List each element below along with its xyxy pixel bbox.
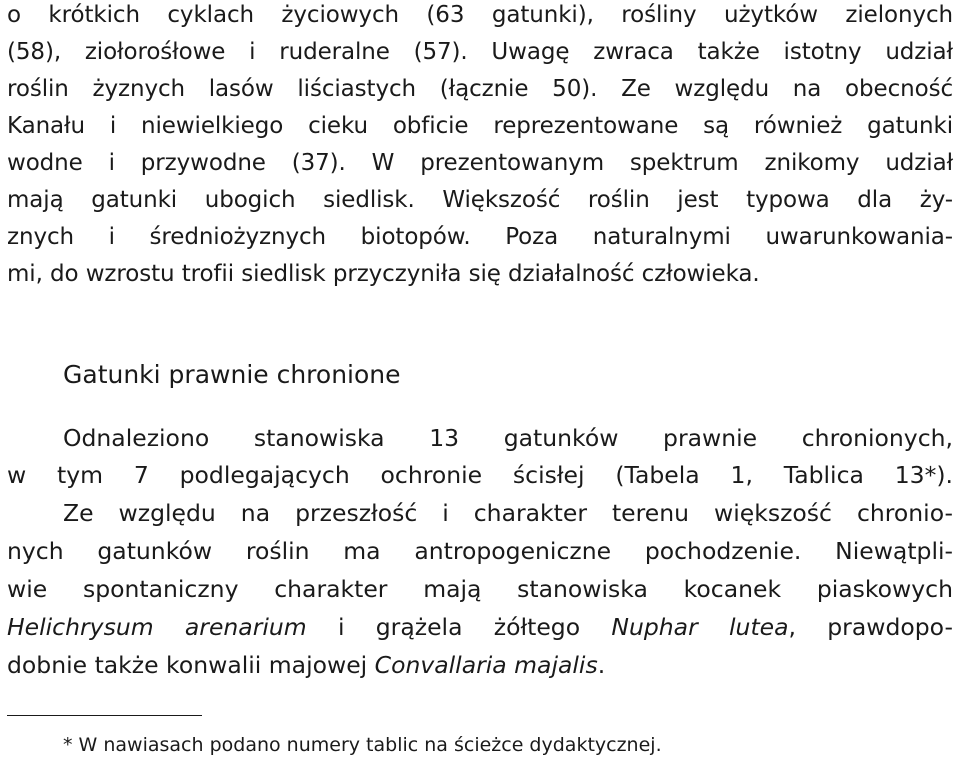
section-line-7-start: dobnie także konwalii majowej xyxy=(7,651,375,679)
section-line-1: Odnaleziono stanowiska 13 gatunków prawnie chronionych, xyxy=(63,424,953,452)
section-line-7-end: . xyxy=(597,651,606,679)
paragraph-1-line-5: wodne i przywodne (37). W prezentowanym spektrum znikomy udział xyxy=(7,150,953,176)
paragraph-1-line-3: roślin żyznych lasów liściastych (łącznie 50). Ze względu na obecność xyxy=(7,76,953,102)
section-line-6-end: , prawdopo- xyxy=(788,613,953,641)
paragraph-1-line-2: (58), ziołorośłowe i ruderalne (57). Uwagę zwraca także istotny udział xyxy=(7,39,953,65)
section-line-2: w tym 7 podlegających ochronie ścisłej (Tabela 1, Tablica 13*). xyxy=(7,461,953,489)
species-name: Helichrysum arenarium xyxy=(7,613,307,641)
section-line-6-middle: i grążela żółtego xyxy=(306,613,612,641)
section-line-5: wie spontaniczny charakter mają stanowiska kocanek piaskowych xyxy=(7,575,953,603)
section-line-3: Ze względu na przeszłość i charakter terenu większość chronio- xyxy=(63,499,953,527)
section-line-4: nych gatunków roślin ma antropogeniczne pochodzenie. Niewątpli- xyxy=(7,537,953,565)
paragraph-1-line-1: o krótkich cyklach życiowych (63 gatunki), rośliny użytków zielonych xyxy=(7,2,953,28)
paragraph-1-line-4: Kanału i niewielkiego cieku obficie reprezentowane są również gatunki xyxy=(7,113,953,139)
paragraph-1-line-7: znych i średniożyznych biotopów. Poza naturalnymi uwarunkowania- xyxy=(7,224,953,250)
section-heading: Gatunki prawnie chronione xyxy=(63,360,401,389)
paragraph-1-line-6: mają gatunki ubogich siedlisk. Większość roślin jest typowa dla ży- xyxy=(7,187,953,213)
species-name: Nuphar lutea xyxy=(611,613,789,641)
species-name: Convallaria majalis xyxy=(374,651,598,679)
paragraph-1-line-8: mi, do wzrostu trofii siedlisk przyczyniła się działalność człowieka. xyxy=(7,261,760,287)
section-line-6 xyxy=(7,612,953,642)
section-line-7 xyxy=(7,650,953,680)
footnote-separator xyxy=(7,715,202,716)
footnote-text: * W nawiasach podano numery tablic na ścieżce dydaktycznej. xyxy=(63,734,662,756)
